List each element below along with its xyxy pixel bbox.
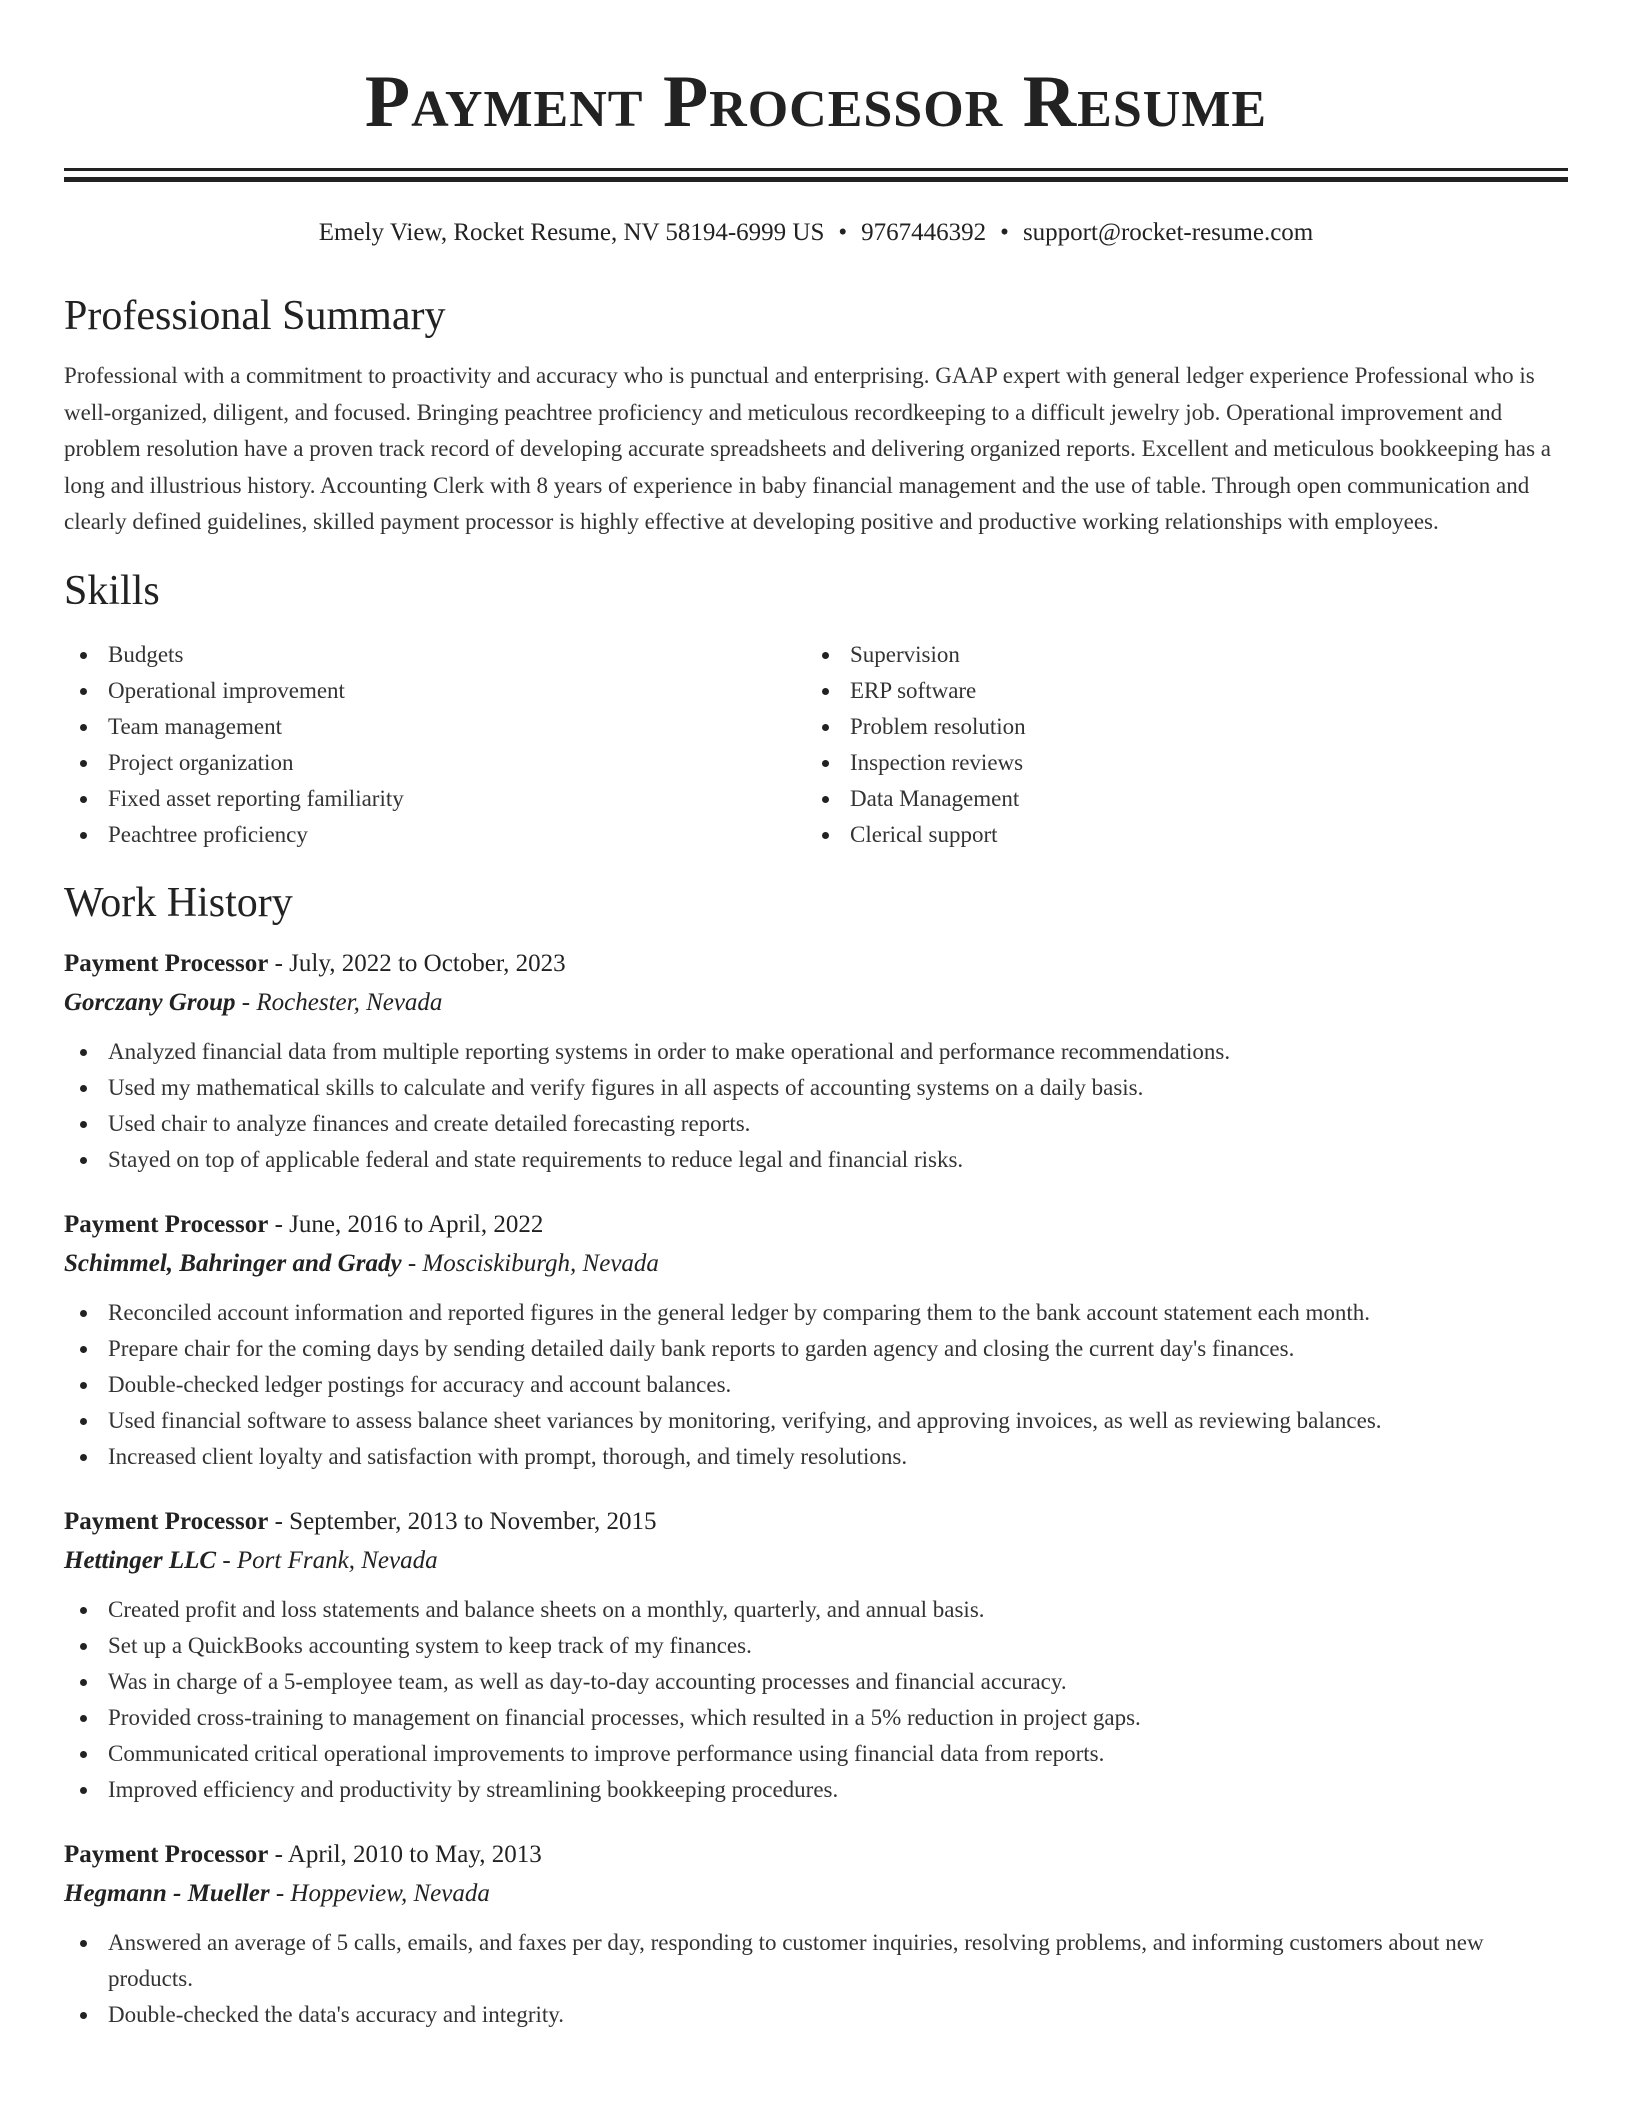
contact-separator: • [1000,219,1009,246]
duty-list [64,1295,1568,1475]
job-location: - Hoppeview, Nevada [269,1879,490,1907]
duty-item: Created profit and loss statements and balance sheets on a monthly, quarterly, and annual basis. [64,1592,1568,1628]
job-dates: - September, 2013 to November, 2015 [268,1507,657,1535]
company-name: Hettinger LLC [64,1546,217,1574]
duty-item: Double-checked ledger postings for accuracy and account balances. [64,1367,1568,1403]
contact-separator: • [838,219,848,246]
company-name: Gorczany Group [64,988,236,1016]
duty-item: Used chair to analyze finances and create detailed forecasting reports. [64,1106,1568,1142]
duty-item: Reconciled account information and reported figures in the general ledger by comparing them to the bank account statement each month. [64,1295,1568,1331]
contact-phone: 9767446392 [861,219,987,246]
skills-list [64,637,1568,853]
job-entry [64,947,1568,1178]
duty-item: Used financial software to assess balance sheet variances by monitoring, verifying, and approving invoices, as well as reviewing balances. [64,1403,1568,1439]
duty-item: Stayed on top of applicable federal and state requirements to reduce legal and financial risks. [64,1142,1568,1178]
resume-page [64,0,1568,2033]
job-dates: - July, 2022 to October, 2023 [268,949,566,977]
job-dates: - April, 2010 to May, 2013 [268,1840,542,1868]
company-line [64,1877,1568,1911]
skill-item: ERP software [806,673,1548,709]
title-divider [64,168,1568,182]
duty-item: Increased client loyalty and satisfaction with prompt, thorough, and timely resolutions. [64,1439,1568,1475]
job-entry [64,1505,1568,1808]
summary-text: Professional with a commitment to proactivity and accuracy who is punctual and enterprising. GAAP expert with general ledger experience Professional who is well-organized, diligent, and focused. Bringing peachtree proficiency and meticulous recordkeeping to a difficult jewelry job. Operational improvement and problem resolution have a proven track record of developing accurate spreadsheets and delivering organized reports. Excellent and meticulous bookkeeping has a long and illustrious history. Accounting Clerk with 8 years of experience in baby financial management and the use of table. Through open communication and clearly defined guidelines, skilled payment processor is highly effective at developing positive and productive working relationships with employees. [64,363,1552,534]
job-title-line [64,1208,1568,1242]
skill-item: Fixed asset reporting familiarity [64,781,806,817]
duty-item: Analyzed financial data from multiple reporting systems in order to make operational and performance recommendations. [64,1034,1568,1070]
skill-item: Operational improvement [64,673,806,709]
skill-item: Peachtree proficiency [64,817,806,853]
duty-list [64,1592,1568,1808]
company-line [64,986,1568,1020]
job-title-line [64,1505,1568,1539]
job-title: Payment Processor [64,949,269,977]
skill-item: Problem resolution [806,709,1548,745]
duty-list [64,1034,1568,1178]
contact-line [64,218,1568,248]
page-title: Payment Processor Resume [364,61,1268,143]
skill-item: Data Management [806,781,1548,817]
duty-item: Prepare chair for the coming days by sending detailed daily bank reports to garden agency and closing the current day's finances. [64,1331,1568,1367]
skill-item: Project organization [64,745,806,781]
job-entry [64,1208,1568,1475]
contact-email: support@rocket-resume.com [1022,219,1314,246]
job-title: Payment Processor [64,1840,269,1868]
job-location: - Port Frank, Nevada [216,1546,438,1574]
duty-item: Double-checked the data's accuracy and integrity. [64,1997,1568,2033]
company-name: Schimmel, Bahringer and Grady [64,1249,402,1277]
duty-item: Used my mathematical skills to calculate and verify figures in all aspects of accounting systems on a daily basis. [64,1070,1568,1106]
company-line [64,1247,1568,1281]
duty-list [64,1925,1568,2033]
skill-item: Supervision [806,637,1548,673]
skills-column-right [806,637,1548,853]
duty-item: Communicated critical operational improvements to improve performance using financial data from reports. [64,1736,1568,1772]
skills-column-left [64,637,806,853]
duty-item: Improved efficiency and productivity by streamlining bookkeeping procedures. [64,1772,1568,1808]
job-title-line [64,1838,1568,1872]
skill-item: Budgets [64,637,806,673]
skill-item: Clerical support [806,817,1548,853]
duty-item: Set up a QuickBooks accounting system to keep track of my finances. [64,1628,1568,1664]
company-name: Hegmann - Mueller [64,1879,270,1907]
job-location: - Mosciskiburgh, Nevada [401,1249,659,1277]
job-title-line [64,947,1568,981]
job-title: Payment Processor [64,1507,269,1535]
skill-item: Inspection reviews [806,745,1548,781]
job-location: - Rochester, Nevada [235,988,443,1016]
job-dates: - June, 2016 to April, 2022 [268,1210,544,1238]
duty-item: Answered an average of 5 calls, emails, and faxes per day, responding to customer inquiries, resolving problems, and informing customers about new products. [64,1925,1568,1997]
duty-item: Provided cross-training to management on financial processes, which resulted in a 5% reduction in project gaps. [64,1700,1568,1736]
skill-item: Team management [64,709,806,745]
duty-item: Was in charge of a 5-employee team, as well as day-to-day accounting processes and financial accuracy. [64,1664,1568,1700]
contact-address: Emely View, Rocket Resume, NV 58194-6999 US [318,219,825,246]
job-entry [64,1838,1568,2033]
summary-heading: Professional Summary [64,293,446,339]
company-line [64,1544,1568,1578]
skills-heading: Skills [64,567,160,614]
work-history-heading: Work History [64,879,293,926]
job-title: Payment Processor [64,1210,269,1238]
